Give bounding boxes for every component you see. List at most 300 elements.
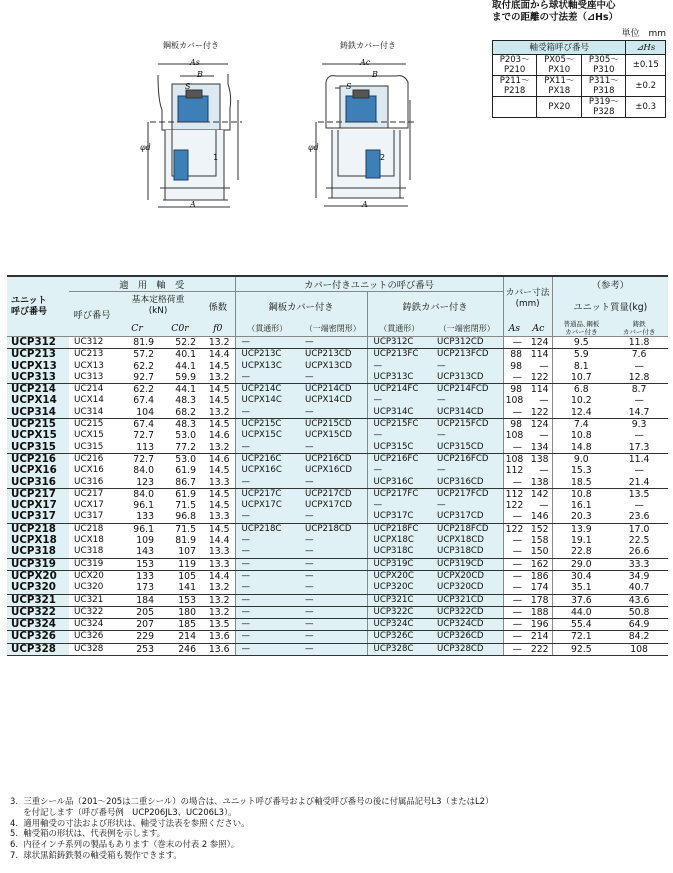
cell-cr: 205	[115, 606, 159, 618]
cell-steel-closed: UCPX13CD	[299, 361, 367, 372]
cell-unit-number: UCP215	[7, 419, 69, 431]
cell-bearing-number: UC215	[74, 419, 104, 430]
cell-bearing-number: UCX14	[74, 395, 104, 406]
cell-cast-closed: UCP317CD	[431, 511, 503, 523]
cell-steel-closed: UCP218CD	[299, 523, 367, 535]
cell-steel-closed: UCPX15CD	[299, 430, 367, 441]
cell-unit-number: UCP326	[7, 631, 69, 643]
cell-unit-number: UCP316	[7, 477, 69, 489]
cell-mass-cast: 26.6	[610, 546, 668, 558]
cell-as: —	[503, 619, 525, 631]
cell-steel-closed: UCPX17CD	[299, 500, 367, 511]
cell-unit-number: UCP217	[7, 488, 69, 500]
tolerance-cell-val: ±0.15	[626, 55, 666, 76]
cell-cast-open: UCP218FC	[367, 523, 431, 535]
cell-cast-open: UCP314C	[367, 407, 431, 419]
cell-steel-closed: UCPX16CD	[299, 465, 367, 476]
cell-bearing-number: UC218	[74, 523, 104, 534]
cell-steel-closed: —	[299, 477, 367, 489]
cell-bearing-number: UCX13	[74, 360, 104, 371]
header-cast-open: （貫通形）	[367, 320, 431, 337]
cell-steel-closed: —	[299, 511, 367, 523]
cell-as: —	[503, 582, 525, 594]
cell-steel-closed: —	[299, 442, 367, 454]
cell-cr: 92.7	[115, 372, 159, 384]
tolerance-cell-val: ±0.2	[626, 76, 666, 97]
cell-c0r: 59.9	[159, 372, 201, 384]
cell-steel-open: —	[235, 442, 299, 454]
cell-ac: 196	[525, 619, 552, 631]
cell-c0r: 153	[159, 594, 201, 606]
header-unit-number: ユニット 呼び番号	[7, 276, 69, 337]
cell-steel-open: —	[235, 477, 299, 489]
cell-cast-open: UCP217FC	[367, 488, 431, 500]
cell-cast-closed: —	[431, 361, 503, 372]
footnote-line: 7. 球状黒鉛鋳鉄製の軸受箱も製作できます。	[10, 849, 182, 860]
cell-mass-cast: —	[634, 465, 644, 477]
table-row	[7, 546, 668, 558]
note-2-marker: 2	[380, 153, 386, 162]
cell-c0r: 214	[159, 631, 201, 643]
table-row	[7, 511, 668, 523]
header-load-rating: 基本定格荷重 (kN)	[115, 292, 201, 321]
cell-unit-number: UCP328	[7, 643, 69, 655]
table-row	[7, 453, 668, 465]
steel-cover-drawing	[148, 64, 242, 207]
cell-steel-open: —	[235, 570, 299, 582]
cell-cast-open: UCP320C	[367, 582, 431, 594]
cell-steel-open: UCPX14C	[235, 395, 299, 406]
cell-bearing-number: UC319	[69, 558, 115, 570]
dim-phid-steel-label: φd	[140, 143, 151, 152]
cell-mass-steel: 10.8	[552, 488, 610, 500]
cell-mass-steel: 15.3	[552, 465, 610, 476]
cell-bearing-number: UC328	[69, 643, 115, 655]
cell-mass-cast: 7.6	[631, 349, 647, 361]
cell-f0: 14.6	[208, 430, 230, 442]
cell-mass-cast: —	[634, 430, 644, 442]
cell-ac: —	[539, 500, 549, 512]
cell-unit-number: UCP322	[7, 606, 69, 618]
header-steel-cover: 鋼板カバー付き	[235, 292, 367, 321]
header-cover-dim: カバー寸法 (mm)	[503, 276, 552, 320]
cell-cast-open: UCP312C	[367, 337, 431, 349]
cell-cast-open: UCP313C	[367, 372, 431, 384]
cell-ac: 138	[525, 477, 552, 489]
cell-bearing-number: UC321	[69, 594, 115, 606]
footnote-line: 4. 適用軸受の寸法および形状は、軸受寸法表を参照ください。	[10, 817, 250, 828]
cell-steel-open: UCP214C	[235, 384, 299, 396]
cell-steel-closed: —	[299, 372, 367, 384]
cell-cr: 173	[115, 582, 159, 594]
cell-unit-number: UCP312	[7, 337, 69, 349]
cell-mass-cast: 23.6	[610, 511, 668, 523]
cell-bearing-number: UC214	[74, 384, 104, 395]
cell-steel-closed: UCP217CD	[299, 488, 367, 500]
cell-as: 112	[503, 488, 525, 500]
cell-cast-closed: UCP319CD	[431, 558, 503, 570]
cell-cast-closed: UCP216FCD	[431, 453, 503, 465]
cell-f0: 14.6	[208, 453, 230, 465]
table-row	[7, 337, 668, 349]
cell-unit-number: UCPX13	[7, 361, 69, 372]
cell-cast-closed: UCP213FCD	[431, 349, 503, 361]
cell-steel-closed: —	[299, 606, 367, 618]
cell-cast-closed: UCP321CD	[431, 594, 503, 606]
cell-steel-closed: —	[299, 546, 367, 558]
cell-cast-closed: —	[431, 465, 503, 476]
cell-f0: 14.4	[208, 570, 230, 582]
cell-steel-closed: UCP214CD	[299, 384, 367, 396]
cell-cast-closed: —	[431, 395, 503, 406]
table-row	[7, 477, 668, 489]
dim-A-steel-label: A	[190, 200, 196, 209]
cell-cr: 253	[115, 643, 159, 655]
cell-bearing-number: UC213	[74, 349, 104, 360]
cell-unit-number: UCP216	[7, 453, 69, 465]
cell-mass-cast: 40.7	[610, 582, 668, 594]
cell-mass-steel: 19.1	[552, 535, 610, 546]
cell-bearing-number: UC320	[69, 582, 115, 594]
cell-cast-closed: —	[431, 500, 503, 511]
dim-B-steel-label: B	[197, 70, 203, 79]
cell-cast-open: UCP317C	[367, 511, 431, 523]
cell-as: —	[503, 535, 525, 546]
cell-as: 112	[503, 465, 525, 476]
cell-cast-open: UCP315C	[367, 442, 431, 454]
cell-f0: 14.5	[208, 465, 230, 477]
cell-as: —	[503, 643, 525, 655]
cell-as: 98	[503, 361, 525, 372]
table-row	[7, 419, 668, 431]
table-row	[7, 372, 668, 384]
table-row	[7, 465, 668, 476]
table-row	[7, 442, 668, 454]
cell-f0: 13.3	[201, 546, 235, 558]
cell-mass-cast: 9.3	[631, 419, 647, 431]
cell-mass-cast: 11.4	[628, 453, 650, 465]
cell-mass-cast: 12.8	[610, 372, 668, 384]
cell-c0r: 53.0	[175, 430, 196, 442]
dim-A-cast-label: A	[362, 200, 368, 209]
cell-steel-closed: —	[299, 582, 367, 594]
cell-steel-open: UCPX15C	[235, 430, 299, 441]
cell-f0: 13.2	[201, 606, 235, 618]
main-table-wrap	[7, 275, 668, 656]
cell-f0: 13.2	[201, 407, 235, 419]
cell-c0r: 246	[159, 643, 201, 655]
cell-steel-open: UCP215C	[235, 419, 299, 431]
cell-c0r: 61.9	[175, 488, 196, 500]
cell-c0r: 185	[159, 619, 201, 631]
table-row	[7, 349, 668, 361]
cell-c0r: 71.5	[175, 523, 196, 535]
tolerance-header-delta: ⊿Hs	[626, 41, 666, 55]
cell-c0r: 52.2	[159, 337, 201, 349]
cell-mass-steel: 10.7	[552, 372, 610, 384]
cell-ac: 150	[525, 546, 552, 558]
cell-ac: 222	[525, 643, 552, 655]
tolerance-title-line1: 取付底面から球状軸受座中心	[492, 0, 616, 11]
tolerance-row	[493, 97, 666, 118]
cell-mass-cast: 33.3	[610, 558, 668, 570]
cell-mass-steel: 20.3	[552, 511, 610, 523]
cell-bearing-number: UCX17	[74, 500, 104, 511]
cell-cr: 67.4	[133, 395, 154, 407]
cell-f0: 13.5	[201, 619, 235, 631]
bearing-unit-table	[7, 275, 668, 656]
cell-steel-open: —	[235, 407, 299, 419]
header-bearing-number: 呼び番号	[69, 292, 115, 337]
cell-steel-open: UCPX17C	[235, 500, 299, 511]
cell-cast-closed: UCP328CD	[431, 643, 503, 655]
cell-ac: —	[539, 430, 549, 442]
cell-steel-open: —	[235, 535, 299, 546]
cell-steel-closed: UCP216CD	[299, 453, 367, 465]
cell-steel-open: —	[235, 372, 299, 384]
cell-mass-cast: 64.9	[610, 619, 668, 631]
cell-cast-open: —	[367, 500, 431, 511]
cell-mass-cast: 17.0	[628, 523, 650, 535]
cell-cast-open: —	[367, 465, 431, 476]
footnote-line: 6. 内径インチ系列の製品もあります（巻末の付表 2 参照）。	[10, 839, 240, 850]
header-steel-open: （貫通形）	[235, 320, 299, 337]
cell-c0r: 48.3	[175, 395, 196, 407]
cell-mass-steel: 7.4	[552, 419, 610, 431]
cell-mass-steel: 10.2	[552, 395, 610, 406]
cell-cr: 109	[136, 535, 154, 547]
cell-steel-closed: UCP215CD	[299, 419, 367, 431]
cell-ac: 122	[525, 372, 552, 384]
cell-unit-number: UCPX17	[7, 500, 69, 511]
cell-steel-open: UCP216C	[235, 453, 299, 465]
cell-f0: 13.2	[201, 594, 235, 606]
cell-c0r: 44.1	[175, 360, 196, 372]
cell-cast-closed: UCP313CD	[431, 372, 503, 384]
cell-mass-cast: 34.9	[628, 570, 650, 582]
cell-f0: 14.5	[208, 500, 230, 512]
cell-cr: 62.2	[133, 360, 154, 372]
cell-cr: 62.2	[133, 384, 154, 396]
cell-steel-closed: —	[299, 594, 367, 606]
cell-unit-number: UCPX14	[7, 395, 69, 406]
cell-steel-open: —	[235, 606, 299, 618]
cell-cast-open: —	[367, 430, 431, 441]
tolerance-row	[493, 76, 666, 97]
cell-cast-open: UCP215FC	[367, 419, 431, 431]
cell-bearing-number: UC316	[69, 477, 115, 489]
cell-f0: 14.5	[208, 419, 230, 431]
cell-cr: 72.7	[133, 430, 154, 442]
cell-cast-open: UCP322C	[367, 606, 431, 618]
cell-mass-cast: 17.3	[610, 442, 668, 454]
cell-bearing-number: UC322	[69, 606, 115, 618]
cell-unit-number: UCP218	[7, 523, 69, 535]
cell-as: 122	[503, 523, 525, 535]
cell-cast-open: UCP324C	[367, 619, 431, 631]
cell-as: —	[503, 407, 525, 419]
cell-ac: 122	[525, 407, 552, 419]
cell-cr: 229	[115, 631, 159, 643]
cell-ac: —	[539, 360, 549, 372]
cell-cast-closed: —	[431, 430, 503, 441]
cell-as: 108	[503, 395, 525, 406]
cell-cr: 96.1	[133, 500, 154, 512]
cell-bearing-number: UC324	[69, 619, 115, 631]
cell-mass-steel: 35.1	[552, 582, 610, 594]
cell-bearing-number: UC317	[69, 511, 115, 523]
table-row	[7, 558, 668, 570]
footnote-line: を付記します（呼び番号例 UCP206JL3、UC206L3）。	[10, 806, 237, 817]
cell-as: —	[503, 570, 525, 582]
cell-bearing-number: UC216	[74, 453, 104, 464]
cell-steel-open: UCPX16C	[235, 465, 299, 476]
table-row	[7, 606, 668, 618]
cell-bearing-number: UC313	[69, 372, 115, 384]
cell-as: 98	[503, 384, 525, 396]
cell-cr: 84.0	[133, 465, 154, 477]
cell-mass-steel: 92.5	[552, 643, 610, 655]
cell-steel-closed: —	[299, 407, 367, 419]
cell-steel-closed: —	[299, 337, 367, 349]
cell-cr: 207	[115, 619, 159, 631]
cell-unit-number: UCP318	[7, 546, 69, 558]
cell-cast-open: UCP216FC	[367, 453, 431, 465]
table-row	[7, 430, 668, 441]
cell-cast-open: UCP328C	[367, 643, 431, 655]
cell-cr: 67.4	[133, 419, 154, 431]
cell-cast-open: UCP319C	[367, 558, 431, 570]
cell-cast-closed: UCP318CD	[431, 546, 503, 558]
cell-as: 108	[503, 430, 525, 441]
cell-f0: 13.3	[201, 477, 235, 489]
cell-mass-steel: 14.8	[552, 442, 610, 454]
cell-unit-number: UCP314	[7, 407, 69, 419]
cell-cast-closed: UCPX18CD	[431, 535, 503, 546]
cell-ac: 186	[530, 570, 549, 582]
cell-ac: 188	[525, 606, 552, 618]
cell-mass-cast: 43.6	[610, 594, 668, 606]
header-f0: f0	[201, 320, 235, 337]
cell-steel-open: —	[235, 582, 299, 594]
table-row	[7, 361, 668, 372]
cell-cast-closed: UCP320CD	[431, 582, 503, 594]
cell-f0: 13.2	[201, 337, 235, 349]
cell-cast-open: —	[367, 395, 431, 406]
tolerance-cell-c2: PX20	[537, 97, 582, 118]
cell-c0r: 81.9	[175, 535, 196, 547]
cell-f0: 13.3	[201, 558, 235, 570]
cell-as: 88	[503, 349, 525, 361]
header-cast-closed: （一端密閉形）	[431, 320, 503, 337]
cell-f0: 13.6	[201, 643, 235, 655]
cell-f0: 14.5	[208, 523, 230, 535]
cell-cast-open: UCP213FC	[367, 349, 431, 361]
header-mass-steel: 普通品､鋼板 カバー付き	[552, 320, 610, 337]
header-coefficient: 係数	[201, 292, 235, 321]
cell-mass-steel: 72.1	[552, 631, 610, 643]
cell-as: —	[503, 337, 525, 349]
cell-steel-closed: —	[299, 535, 367, 546]
cell-cast-closed: UCP324CD	[431, 619, 503, 631]
cell-mass-cast: 8.7	[631, 384, 647, 396]
cell-mass-steel: 8.1	[552, 361, 610, 372]
cell-mass-steel: 9.5	[552, 337, 610, 349]
footnote-line: 3. 三重シール品（201～205は二重シール）の場合は、ユニット呼び番号および軸受呼び番号の後に付属品記号L3（またはL2）	[10, 796, 494, 806]
cell-cr: 153	[115, 558, 159, 570]
cell-steel-open: —	[235, 558, 299, 570]
cell-cast-open: UCP318C	[367, 546, 431, 558]
cell-f0: 13.3	[201, 511, 235, 523]
table-row	[7, 395, 668, 406]
cell-cr: 133	[136, 570, 154, 582]
cell-unit-number: UCP315	[7, 442, 69, 454]
tolerance-row	[493, 55, 666, 76]
cell-cast-closed: UCP217FCD	[431, 488, 503, 500]
cell-c0r: 40.1	[175, 349, 196, 361]
cell-mass-cast: 13.5	[628, 488, 650, 500]
cell-cast-closed: UCPX20CD	[431, 570, 503, 582]
dim-As-label: As	[190, 58, 200, 67]
cell-cr: 113	[115, 442, 159, 454]
cell-ac: 178	[525, 594, 552, 606]
tolerance-cell-c1: P211～ P218	[493, 76, 537, 97]
footnotes	[10, 796, 660, 861]
table-row	[7, 582, 668, 594]
cell-as: —	[503, 558, 525, 570]
cell-c0r: 141	[159, 582, 201, 594]
cell-mass-steel: 16.1	[552, 500, 610, 511]
cell-c0r: 77.2	[159, 442, 201, 454]
cell-ac: —	[539, 465, 549, 477]
cell-unit-number: UCPX16	[7, 465, 69, 476]
cell-cast-open: UCP326C	[367, 631, 431, 643]
cell-f0: 13.2	[201, 582, 235, 594]
cell-ac: 214	[525, 631, 552, 643]
cell-mass-cast: 22.5	[628, 535, 650, 547]
cell-unit-number: UCP320	[7, 582, 69, 594]
dim-S-cast-label: S	[346, 82, 352, 91]
dim-phid-cast-label: φd	[308, 143, 319, 152]
table-row	[7, 488, 668, 500]
cell-steel-open: —	[235, 511, 299, 523]
cell-mass-steel: 13.9	[552, 523, 610, 535]
cell-mass-steel: 5.9	[552, 349, 610, 361]
cell-c0r: 44.1	[175, 384, 196, 396]
cell-cast-closed: UCP326CD	[431, 631, 503, 643]
tolerance-table	[492, 40, 666, 118]
cell-c0r: 68.2	[159, 407, 201, 419]
cell-cast-open: UCPX18C	[367, 535, 431, 546]
tolerance-cell-c3: P319～ P328	[582, 97, 626, 118]
dim-Ac-label: Ac	[360, 58, 371, 67]
tolerance-title-line2: までの距離の寸法差（⊿Hs）	[492, 12, 619, 23]
cell-mass-cast: 84.2	[610, 631, 668, 643]
table-row	[7, 631, 668, 643]
cell-cast-closed: UCP315CD	[431, 442, 503, 454]
cell-mass-cast: 50.8	[610, 606, 668, 618]
cell-cr: 184	[115, 594, 159, 606]
cell-c0r: 71.5	[175, 500, 196, 512]
cell-bearing-number: UC315	[69, 442, 115, 454]
cell-ac: 114	[530, 349, 549, 361]
cell-mass-steel: 10.8	[552, 430, 610, 441]
cell-cast-closed: UCP215FCD	[431, 419, 503, 431]
cell-cr: 72.7	[133, 453, 154, 465]
cell-bearing-number: UC217	[74, 488, 104, 499]
cell-steel-open: —	[235, 337, 299, 349]
cell-bearing-number: UCX16	[74, 465, 104, 476]
